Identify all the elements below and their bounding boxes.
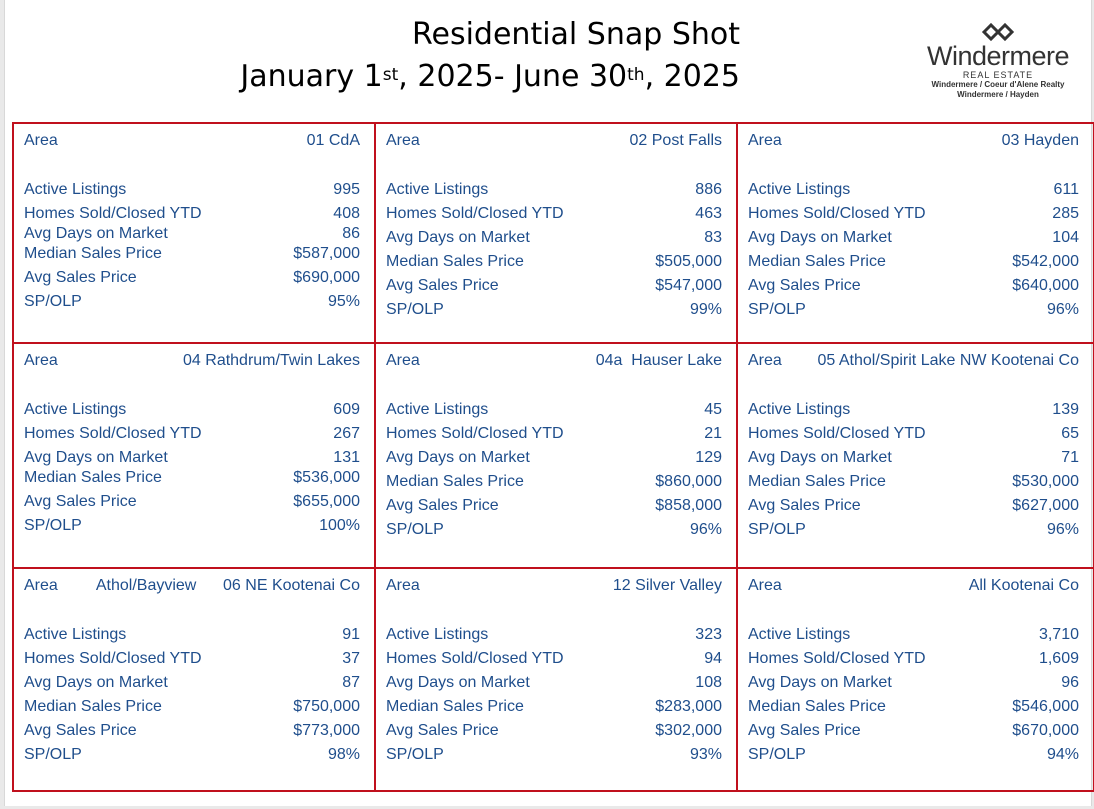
stat-active-listings — [386, 400, 722, 424]
stat-value: 611 — [1053, 181, 1079, 198]
stat-label: Avg Sales Price — [24, 722, 137, 739]
date-range — [5, 56, 740, 98]
area-label: Area — [748, 352, 782, 369]
stat-value: 95% — [327, 293, 360, 310]
stat-value: $546,000 — [1012, 698, 1079, 715]
stat-value: 21 — [704, 425, 722, 442]
stats-list — [386, 400, 722, 544]
stat-active-listings — [24, 625, 360, 649]
stat-label: Homes Sold/Closed YTD — [386, 425, 564, 442]
stat-value: $773,000 — [293, 722, 360, 739]
stat-value: $302,000 — [655, 722, 722, 739]
stat-value: $655,000 — [293, 493, 360, 510]
stat-label: Avg Days on Market — [386, 674, 530, 691]
stat-value: 267 — [333, 425, 360, 442]
stats-list — [24, 625, 360, 769]
stat-value: $690,000 — [293, 269, 360, 286]
date-end-suffix: th — [627, 65, 645, 85]
stat-homes-sold — [386, 424, 722, 448]
stat-value: 37 — [342, 650, 360, 667]
stat-value: 463 — [695, 205, 722, 222]
area-header — [748, 577, 1079, 597]
stat-label: SP/OLP — [386, 521, 444, 538]
area-header — [24, 577, 360, 597]
stat-avg-days — [386, 673, 722, 697]
stat-homes-sold — [748, 204, 1079, 228]
area-name: 03 Hayden — [1001, 132, 1079, 149]
page-title — [5, 14, 740, 98]
logo-office-2: Windermere / Hayden — [957, 90, 1039, 99]
stat-value: $587,000 — [293, 245, 360, 262]
stat-label: Avg Days on Market — [748, 674, 892, 691]
stat-avg-days — [24, 224, 360, 244]
stat-value: 100% — [319, 517, 360, 534]
stat-active-listings — [748, 180, 1079, 204]
stat-label: Avg Sales Price — [748, 722, 861, 739]
area-card — [376, 344, 738, 569]
area-label: Area — [386, 132, 420, 149]
stat-value: 45 — [704, 401, 722, 418]
stat-value: 94% — [1046, 746, 1079, 763]
stat-homes-sold — [386, 204, 722, 228]
stat-median-price — [24, 468, 360, 492]
stat-label: Homes Sold/Closed YTD — [24, 425, 202, 442]
stat-label: SP/OLP — [748, 301, 806, 318]
area-header — [24, 352, 360, 372]
stat-homes-sold — [24, 424, 360, 448]
logo-office-1: Windermere / Coeur d'Alene Realty — [931, 80, 1065, 89]
stat-value: 71 — [1061, 449, 1079, 466]
stat-label: Median Sales Price — [748, 473, 886, 490]
area-label: Area — [748, 577, 782, 594]
stat-avg-price — [24, 492, 360, 516]
date-start: January 1 — [240, 59, 383, 94]
stat-value: 131 — [333, 449, 360, 466]
stat-value: 91 — [342, 626, 360, 643]
area-label: Area — [24, 352, 58, 369]
stat-value: 96% — [1046, 521, 1079, 538]
stat-label: Avg Days on Market — [24, 225, 168, 242]
stat-value: 3,710 — [1038, 626, 1079, 643]
stat-sp-olp — [386, 300, 722, 324]
stat-median-price — [748, 697, 1079, 721]
stat-value: 285 — [1052, 205, 1079, 222]
stat-sp-olp — [748, 520, 1079, 544]
stat-label: Homes Sold/Closed YTD — [24, 205, 202, 222]
stat-avg-days — [24, 673, 360, 697]
stat-avg-days — [748, 448, 1079, 472]
stat-median-price — [24, 244, 360, 268]
title-line: Residential Snap Shot — [412, 17, 740, 52]
stats-list — [386, 625, 722, 769]
stat-label: Avg Sales Price — [386, 497, 499, 514]
stat-avg-price — [748, 721, 1079, 745]
stat-value: $505,000 — [655, 253, 722, 270]
stat-avg-price — [386, 496, 722, 520]
stat-value: $858,000 — [655, 497, 722, 514]
stat-median-price — [386, 252, 722, 276]
date-mid: , 2025- June 30 — [398, 59, 628, 94]
stat-value: 98% — [327, 746, 360, 763]
stat-value: 108 — [695, 674, 722, 691]
stat-label: Avg Days on Market — [24, 674, 168, 691]
date-year: , 2025 — [644, 59, 740, 94]
stat-label: Avg Days on Market — [24, 449, 168, 466]
stat-value: $547,000 — [655, 277, 722, 294]
stat-label: Homes Sold/Closed YTD — [386, 205, 564, 222]
stats-list — [748, 180, 1079, 324]
stat-label: Active Listings — [748, 626, 851, 643]
stat-value: 87 — [342, 674, 360, 691]
stat-avg-days — [748, 228, 1079, 252]
area-label: Area — [24, 132, 58, 149]
area-card — [14, 344, 376, 569]
stat-value: 129 — [695, 449, 722, 466]
slide — [4, 0, 1092, 806]
stat-median-price — [24, 697, 360, 721]
windermere-diamond-icon — [981, 22, 1015, 42]
stat-label: Avg Sales Price — [24, 493, 137, 510]
stat-label: Avg Days on Market — [748, 449, 892, 466]
stat-value: 323 — [695, 626, 722, 643]
stat-avg-price — [24, 721, 360, 745]
stat-label: Median Sales Price — [24, 469, 162, 486]
area-header — [748, 352, 1079, 372]
stat-label: Avg Days on Market — [386, 229, 530, 246]
stat-value: 65 — [1061, 425, 1079, 442]
stat-active-listings — [386, 625, 722, 649]
stat-value: 83 — [704, 229, 722, 246]
stat-avg-price — [748, 496, 1079, 520]
stat-label: Median Sales Price — [748, 253, 886, 270]
area-card — [738, 124, 1093, 344]
stat-median-price — [386, 697, 722, 721]
stat-value: 96 — [1061, 674, 1079, 691]
area-header — [386, 132, 722, 152]
stat-homes-sold — [748, 424, 1079, 448]
area-name: All Kootenai Co — [968, 577, 1079, 594]
stats-list — [24, 180, 360, 316]
stat-median-price — [748, 472, 1079, 496]
stat-avg-days — [748, 673, 1079, 697]
logo-wordmark: Windermere — [926, 41, 1070, 71]
stat-value: 94 — [704, 650, 722, 667]
stat-value: $750,000 — [293, 698, 360, 715]
area-name: 04 Rathdrum/Twin Lakes — [183, 352, 360, 369]
area-name: 04a Hauser Lake — [595, 352, 722, 369]
windermere-logo — [910, 22, 1086, 100]
stat-value: 995 — [333, 181, 360, 198]
stat-label: Median Sales Price — [748, 698, 886, 715]
stat-value: $627,000 — [1012, 497, 1079, 514]
stat-value: 104 — [1052, 229, 1079, 246]
logo-tagline: REAL ESTATE — [962, 70, 1034, 80]
stat-median-price — [748, 252, 1079, 276]
stat-homes-sold — [748, 649, 1079, 673]
stat-active-listings — [748, 625, 1079, 649]
stat-avg-days — [24, 448, 360, 468]
stat-label: Median Sales Price — [386, 253, 524, 270]
stat-label: Median Sales Price — [386, 473, 524, 490]
area-label: Area — [748, 132, 782, 149]
stat-active-listings — [24, 400, 360, 424]
stat-avg-price — [386, 276, 722, 300]
stat-active-listings — [386, 180, 722, 204]
stat-label: SP/OLP — [24, 293, 82, 310]
stat-value: $860,000 — [655, 473, 722, 490]
stat-sp-olp — [24, 516, 360, 540]
stats-list — [386, 180, 722, 324]
stat-value: 1,609 — [1038, 650, 1079, 667]
stat-label: Active Listings — [386, 401, 489, 418]
stat-label: SP/OLP — [24, 746, 82, 763]
area-card — [738, 569, 1093, 790]
stat-label: Active Listings — [24, 181, 127, 198]
area-label: Area — [386, 577, 420, 594]
stat-sp-olp — [24, 745, 360, 769]
stat-avg-days — [386, 228, 722, 252]
stat-value: 96% — [689, 521, 722, 538]
stat-value: 96% — [1046, 301, 1079, 318]
area-card — [14, 569, 376, 790]
stat-sp-olp — [748, 745, 1079, 769]
stat-label: Active Listings — [24, 626, 127, 643]
stat-label: Homes Sold/Closed YTD — [748, 650, 926, 667]
stat-label: Median Sales Price — [24, 698, 162, 715]
area-name: 12 Silver Valley — [612, 577, 722, 594]
area-header — [386, 352, 722, 372]
stat-homes-sold — [24, 649, 360, 673]
stat-label: SP/OLP — [386, 301, 444, 318]
stats-list — [748, 625, 1079, 769]
stat-value: 93% — [689, 746, 722, 763]
stat-value: 86 — [342, 225, 360, 242]
area-header — [748, 132, 1079, 152]
stat-label: Homes Sold/Closed YTD — [748, 425, 926, 442]
area-stats-grid — [12, 122, 1094, 792]
stat-value: 408 — [333, 205, 360, 222]
stat-label: Avg Sales Price — [748, 277, 861, 294]
stat-label: Active Listings — [386, 181, 489, 198]
area-label: Area — [24, 577, 58, 594]
stat-label: SP/OLP — [748, 746, 806, 763]
stat-value: $530,000 — [1012, 473, 1079, 490]
stat-label: Median Sales Price — [386, 698, 524, 715]
stat-active-listings — [24, 180, 360, 204]
stat-label: Active Listings — [748, 401, 851, 418]
stat-sp-olp — [386, 520, 722, 544]
stat-avg-price — [748, 276, 1079, 300]
stat-label: Median Sales Price — [24, 245, 162, 262]
stat-label: SP/OLP — [24, 517, 82, 534]
stat-label: Avg Days on Market — [386, 449, 530, 466]
area-name: 05 Athol/Spirit Lake NW Kootenai Co — [817, 352, 1079, 369]
area-label: Area — [386, 352, 420, 369]
area-card — [738, 344, 1093, 569]
stat-median-price — [386, 472, 722, 496]
area-card — [376, 124, 738, 344]
stat-label: SP/OLP — [748, 521, 806, 538]
date-start-suffix: st — [382, 65, 399, 85]
stats-list — [748, 400, 1079, 544]
stat-label: Homes Sold/Closed YTD — [24, 650, 202, 667]
stat-sp-olp — [386, 745, 722, 769]
stat-value: $670,000 — [1012, 722, 1079, 739]
stat-label: Avg Days on Market — [748, 229, 892, 246]
stat-value: $283,000 — [655, 698, 722, 715]
stat-label: SP/OLP — [386, 746, 444, 763]
area-name: 01 CdA — [306, 132, 360, 149]
stat-avg-price — [24, 268, 360, 292]
stat-value: $542,000 — [1012, 253, 1079, 270]
area-header — [24, 132, 360, 152]
stat-active-listings — [748, 400, 1079, 424]
stat-label: Active Listings — [24, 401, 127, 418]
stat-value: 886 — [695, 181, 722, 198]
area-name: Athol/Bayview 06 NE Kootenai Co — [95, 577, 360, 594]
stat-homes-sold — [24, 204, 360, 224]
stat-sp-olp — [24, 292, 360, 316]
stat-value: 609 — [333, 401, 360, 418]
stat-label: Avg Sales Price — [386, 722, 499, 739]
stat-avg-price — [386, 721, 722, 745]
stat-label: Avg Sales Price — [24, 269, 137, 286]
stat-value: 99% — [689, 301, 722, 318]
stat-label: Avg Sales Price — [386, 277, 499, 294]
stat-sp-olp — [748, 300, 1079, 324]
area-header — [386, 577, 722, 597]
stats-list — [24, 400, 360, 540]
stat-label: Homes Sold/Closed YTD — [386, 650, 564, 667]
area-name: 02 Post Falls — [629, 132, 722, 149]
stat-value: $640,000 — [1012, 277, 1079, 294]
stat-value: $536,000 — [293, 469, 360, 486]
area-card — [14, 124, 376, 344]
stat-label: Active Listings — [386, 626, 489, 643]
stat-label: Homes Sold/Closed YTD — [748, 205, 926, 222]
stat-avg-days — [386, 448, 722, 472]
stat-homes-sold — [386, 649, 722, 673]
stat-label: Active Listings — [748, 181, 851, 198]
stat-label: Avg Sales Price — [748, 497, 861, 514]
stat-value: 139 — [1052, 401, 1079, 418]
area-card — [376, 569, 738, 790]
